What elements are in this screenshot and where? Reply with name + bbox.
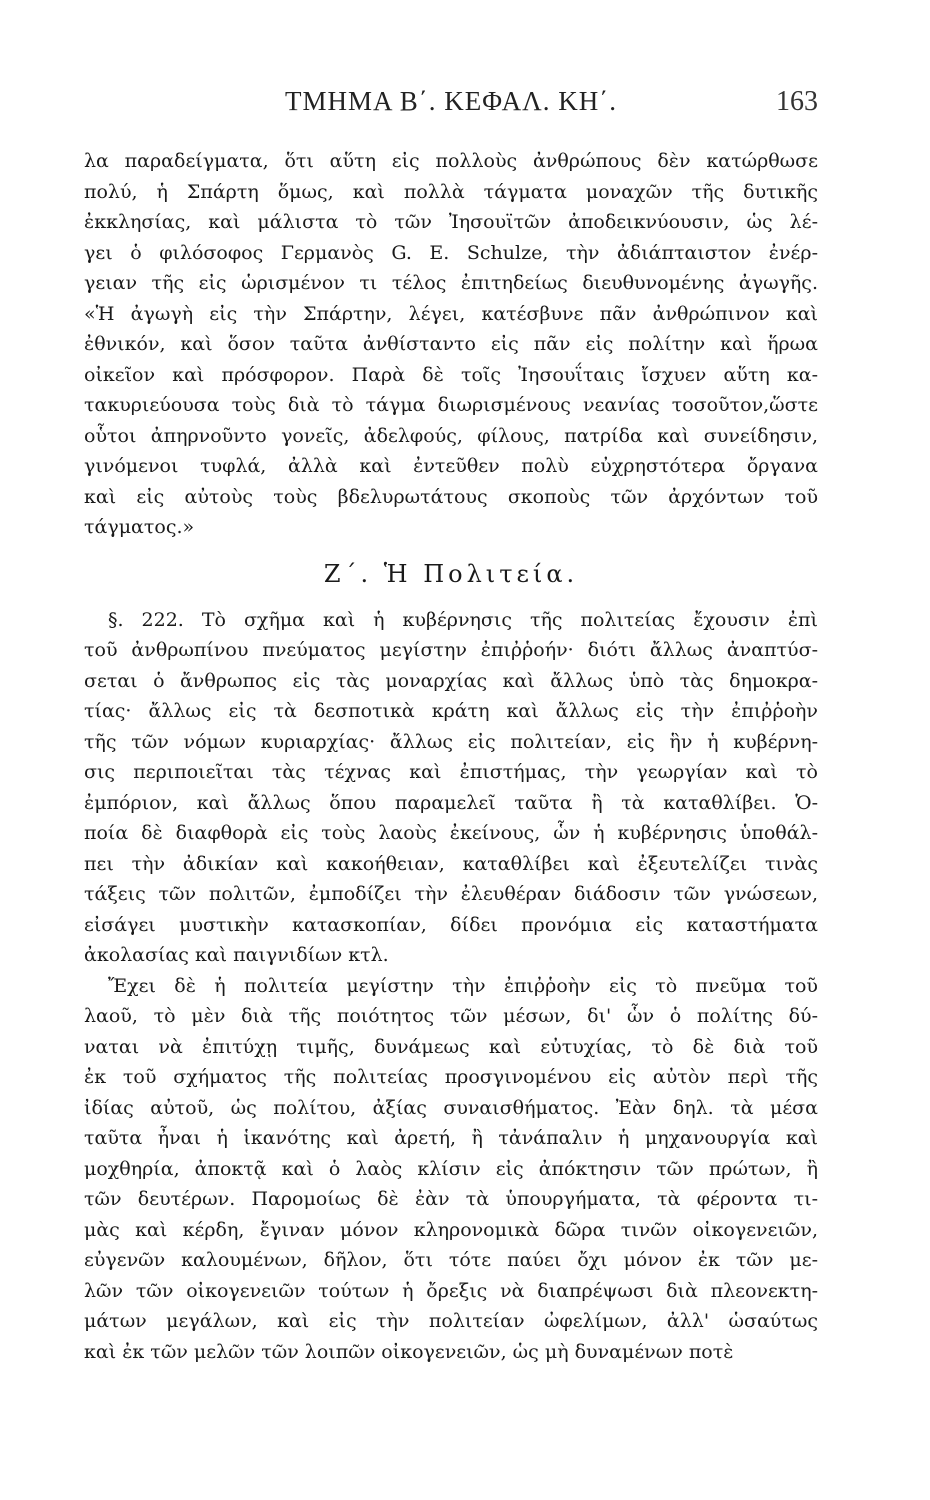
text-line: ἐμπόριον, καὶ ἄλλως ὅπου παραμελεῖ ταῦτα ἢ τὰ καταθλίβει. Ὁ- (84, 791, 818, 814)
text-line: §. 222. Τὸ σχῆμα καὶ ἡ κυβέρνησις τῆς πολιτείας ἔχουσιν ἐπὶ (108, 608, 818, 631)
text-line: τῶν δευτέρων. Παρομοίως δὲ ἐὰν τὰ ὑπουργήματα, τὰ φέροντα τι- (84, 1188, 818, 1210)
body-text (84, 146, 818, 1367)
text-line: οὗτοι ἀπηρνοῦντο γονεῖς, ἀδελφούς, φίλους, πατρίδα καὶ συνείδησιν, (84, 424, 818, 447)
text-line: τακυριεύουσα τοὺς διὰ τὸ τάγμα διωρισμένους νεανίας τοσοῦτον,ὥστε (84, 394, 818, 416)
text-line: «Ἡ ἀγωγὴ εἰς τὴν Σπάρτην, λέγει, κατέσβυνε πᾶν ἀνθρώπινον καὶ (84, 302, 818, 325)
section-heading: Ζ΄. Ἡ Πολιτεία. (323, 559, 579, 588)
text-line: τοῦ ἀνθρωπίνου πνεύματος μεγίστην ἐπιῤῥοήν· διότι ἄλλως ἀναπτύσ- (84, 639, 818, 661)
paragraph-3 (84, 971, 818, 1368)
text-line: λα παραδείγματα, ὅτι αὕτη εἰς πολλοὺς ἀνθρώπους δὲν κατώρθωσε (84, 150, 818, 172)
text-line: οἰκεῖον καὶ πρόσφορον. Παρὰ δὲ τοῖς Ἰησουΐταις ἴσχυεν αὕτη κα- (84, 363, 818, 386)
text-line: τάγματος.» (84, 516, 195, 538)
text-line: ἰδίας αὐτοῦ, ὡς πολίτου, ἀξίας συναισθήματος. Ἐὰν δηλ. τὰ μέσα (84, 1096, 818, 1119)
running-head (84, 86, 818, 126)
text-line: πολύ, ἡ Σπάρτη ὅμως, καὶ πολλὰ τάγματα μοναχῶν τῆς δυτικῆς (84, 180, 818, 203)
text-line: σεται ὁ ἄνθρωπος εἰς τὰς μοναρχίας καὶ ἄλλως ὑπὸ τὰς δημοκρα- (84, 669, 818, 692)
text-line: ἀκολασίας καὶ παιγνιδίων κτλ. (84, 944, 389, 966)
text-line: καὶ εἰς αὐτοὺς τοὺς βδελυρωτάτους σκοποὺς τῶν ἀρχόντων τοῦ (84, 485, 818, 508)
page-number: 163 (776, 86, 818, 117)
text-line: ναται νὰ ἐπιτύχῃ τιμῆς, δυνάμεως καὶ εὐτυχίας, τὸ δὲ διὰ τοῦ (84, 1035, 818, 1058)
text-line: τῆς τῶν νόμων κυριαρχίας· ἄλλως εἰς πολιτείαν, εἰς ἣν ἡ κυβέρνη- (84, 730, 818, 753)
text-line: ἐκ τοῦ σχήματος τῆς πολιτείας προσγινομένου εἰς αὐτὸν περὶ τῆς (84, 1066, 818, 1088)
text-line: τίας· ἄλλως εἰς τὰ δεσποτικὰ κράτη καὶ ἄλλως εἰς τὴν ἐπιῤῥοὴν (84, 700, 818, 722)
paragraph-2 (84, 605, 818, 971)
text-line: λῶν τῶν οἰκογενειῶν τούτων ἡ ὄρεξις νὰ διαπρέψωσι διὰ πλεονεκτη- (84, 1279, 818, 1302)
text-line: ταῦτα ἦναι ἡ ἱκανότης καὶ ἀρετή, ἢ τἀνάπαλιν ἡ μηχανουργία καὶ (84, 1127, 818, 1149)
text-line: πει τὴν ἀδικίαν καὶ κακοήθειαν, καταθλίβει καὶ ἐξευτελίζει τινὰς (84, 852, 818, 875)
text-line: μοχθηρία, ἀποκτᾷ καὶ ὁ λαὸς κλίσιν εἰς ἀπόκτησιν τῶν πρώτων, ἢ (84, 1157, 818, 1180)
running-title: ΤΜΗΜΑ Β΄. ΚΕΦΑΛ. ΚΗ΄. (284, 86, 617, 116)
text-line: μὰς καὶ κέρδη, ἔγιναν μόνον κληρονομικὰ δῶρα τινῶν οἰκογενειῶν, (84, 1218, 818, 1241)
text-line: γει ὁ φιλόσοφος Γερμανὸς G. E. Schulze, τὴν ἀδιάπταιστον ἐνέρ- (84, 241, 818, 264)
text-line: σις περιποιεῖται τὰς τέχνας καὶ ἐπιστήμας, τὴν γεωργίαν καὶ τὸ (84, 761, 818, 783)
text-line: μάτων μεγάλων, καὶ εἰς τὴν πολιτείαν ὠφελίμων, ἀλλ' ὡσαύτως (84, 1310, 818, 1332)
paragraph-1 (84, 146, 818, 543)
text-line: ἐθνικόν, καὶ ὅσον ταῦτα ἀνθίσταντο εἰς πᾶν εἰς πολίτην καὶ ἥρωα (84, 333, 818, 355)
text-line: Ἔχει δὲ ἡ πολιτεία μεγίστην τὴν ἐπιῤῥοὴν εἰς τὸ πνεῦμα τοῦ (108, 974, 818, 997)
text-line: γειαν τῆς εἰς ὡρισμένον τι τέλος ἐπιτηδείως διευθυνομένης ἀγωγῆς. (84, 272, 818, 294)
text-line: λαοῦ, τὸ μὲν διὰ τῆς ποιότητος τῶν μέσων, δι' ὧν ὁ πολίτης δύ- (84, 1005, 818, 1027)
text-line: ἐκκλησίας, καὶ μάλιστα τὸ τῶν Ἰησουϊτῶν ἀποδεικνύουσιν, ὡς λέ- (84, 211, 818, 233)
text-line: εἰσάγει μυστικὴν κατασκοπίαν, δίδει προνόμια εἰς καταστήματα (84, 913, 818, 936)
text-line: τάξεις τῶν πολιτῶν, ἐμποδίζει τὴν ἐλευθέραν διάδοσιν τῶν γνώσεων, (84, 883, 818, 905)
text-line: εὐγενῶν καλουμένων, δῆλον, ὅτι τότε παύει ὄχι μόνον ἐκ τῶν με- (84, 1249, 818, 1271)
text-line: ποία δὲ διαφθορὰ εἰς τοὺς λαοὺς ἐκείνους, ὧν ἡ κυβέρνησις ὑποθάλ- (84, 822, 818, 844)
text-line: καὶ ἐκ τῶν μελῶν τῶν λοιπῶν οἰκογενειῶν, ὡς μὴ δυναμένων ποτὲ (84, 1340, 734, 1363)
text-line: γινόμενοι τυφλά, ἀλλὰ καὶ ἐντεῦθεν πολὺ εὐχρηστότερα ὄργανα (84, 455, 818, 477)
